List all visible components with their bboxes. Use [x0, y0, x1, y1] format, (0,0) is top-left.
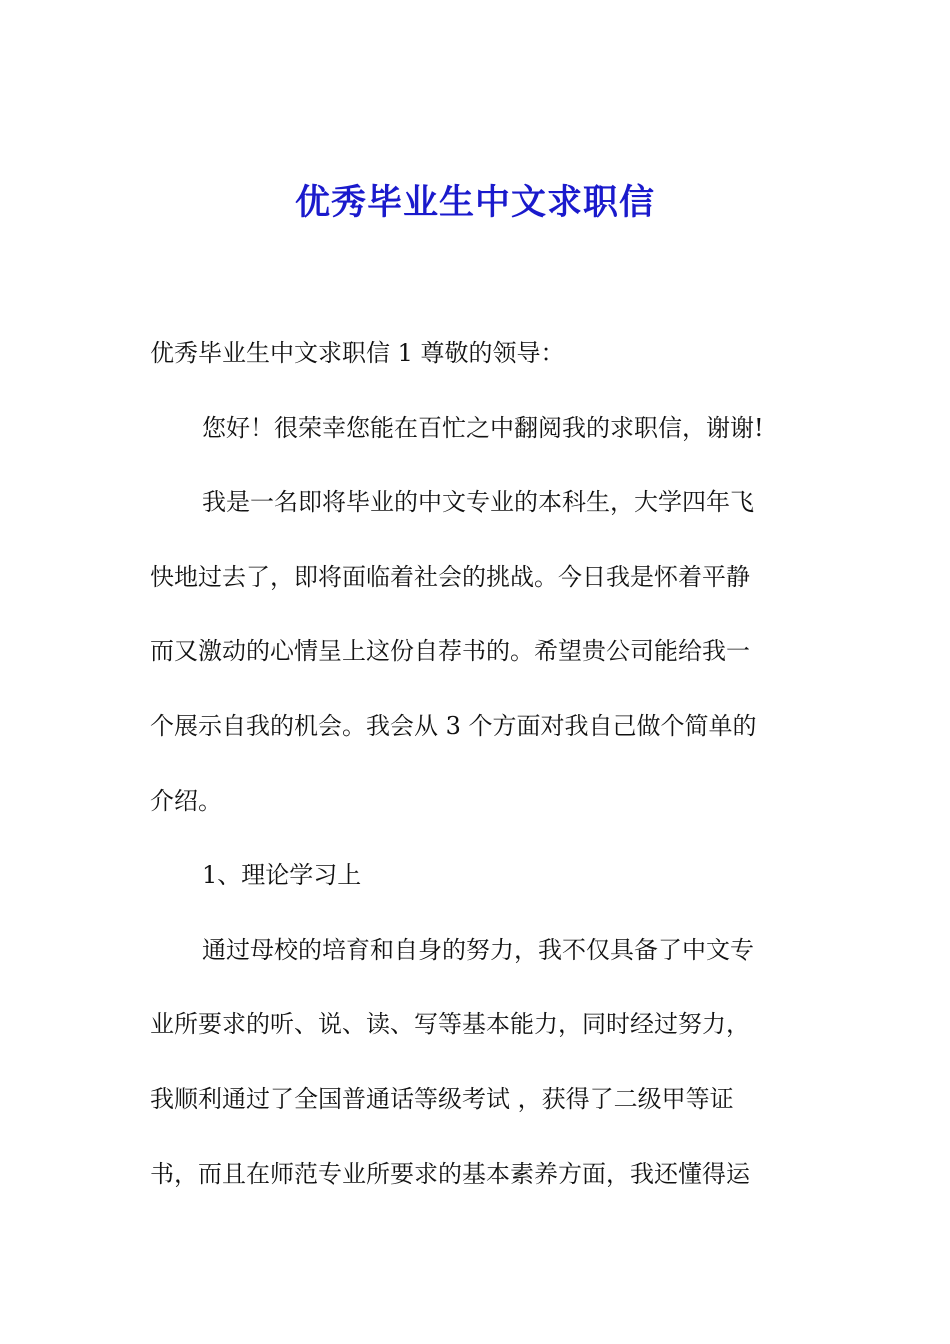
- paragraph-line: 个展示自我的机会。我会从 3 个方面对我自己做个简单的: [150, 711, 757, 740]
- document-body: [150, 328, 810, 1223]
- paragraph-line: 通过母校的培育和自身的努力，我不仅具备了中文专: [202, 935, 754, 964]
- paragraph-line: 我顺利通过了全国普通话等级考试 ，获得了二级甲等证: [150, 1084, 734, 1113]
- paragraph-line: 业所要求的听、说、读、写等基本能力，同时经过努力，: [150, 1010, 750, 1039]
- paragraph-line: 我是一名即将毕业的中文专业的本科生，大学四年飞: [202, 488, 754, 517]
- paragraph-line: 优秀毕业生中文求职信 1 尊敬的领导：: [150, 339, 565, 367]
- document-title: 优秀毕业生中文求职信: [294, 182, 655, 223]
- paragraph-line: 快地过去了，即将面临着社会的挑战。今日我是怀着平静: [150, 562, 750, 591]
- section-heading: 1、理论学习上: [202, 861, 362, 890]
- paragraph-line: 而又激动的心情呈上这份自荐书的。希望贵公司能给我一: [150, 637, 750, 666]
- paragraph-line: 介绍。: [150, 786, 222, 815]
- paragraph-line: 书，而且在师范专业所要求的基本素养方面，我还懂得运: [150, 1159, 750, 1188]
- paragraph-line: 您好！很荣幸您能在百忙之中翻阅我的求职信，谢谢!: [202, 413, 764, 442]
